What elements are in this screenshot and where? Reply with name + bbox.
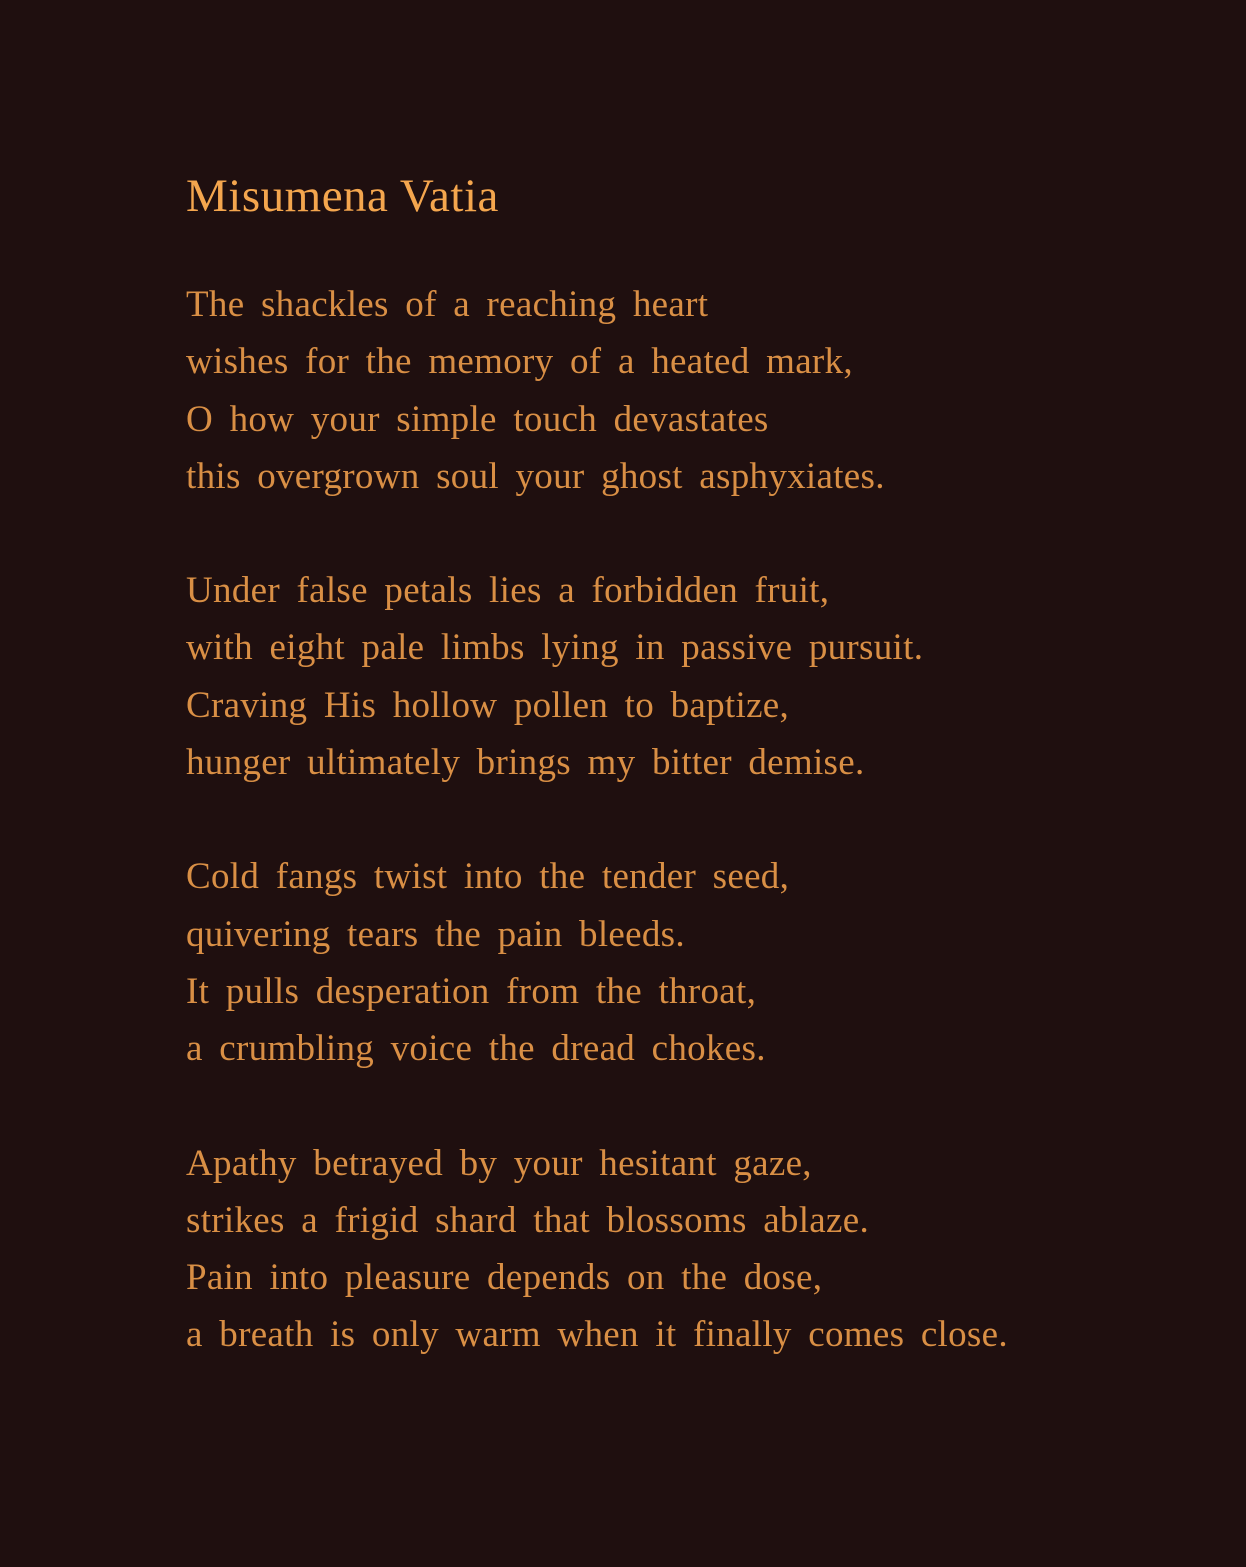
poem-line: Cold fangs twist into the tender seed, bbox=[186, 856, 790, 898]
poem-line: a crumbling voice the dread chokes. bbox=[186, 1028, 766, 1070]
stanza-2 bbox=[186, 562, 1186, 791]
poem-line: quivering tears the pain bleeds. bbox=[186, 913, 685, 955]
poem-line: wishes for the memory of a heated mark, bbox=[186, 341, 853, 383]
stanza-1 bbox=[186, 276, 1186, 505]
poem-line: strikes a frigid shard that blossoms ablaze. bbox=[186, 1199, 870, 1241]
poem-line: Pain into pleasure depends on the dose, bbox=[186, 1257, 823, 1299]
poem-line: this overgrown soul your ghost asphyxiates. bbox=[186, 455, 885, 497]
poem-line: The shackles of a reaching heart bbox=[186, 284, 709, 325]
poem-line: hunger ultimately brings my bitter demise. bbox=[186, 742, 865, 784]
poem-title: Misumena Vatia bbox=[186, 170, 499, 222]
stanza-4 bbox=[186, 1135, 1186, 1364]
poem-line: a breath is only warm when it finally comes close. bbox=[186, 1314, 1008, 1356]
poem-line: O how your simple touch devastates bbox=[186, 398, 769, 440]
poem-line: Craving His hollow pollen to baptize, bbox=[186, 684, 790, 726]
stanza-3 bbox=[186, 848, 1186, 1077]
poem-line: Under false petals lies a forbidden fruit, bbox=[186, 570, 830, 612]
poem-line: with eight pale limbs lying in passive pursuit. bbox=[186, 627, 924, 669]
poem bbox=[186, 168, 1186, 1421]
poem-line: Apathy betrayed by your hesitant gaze, bbox=[186, 1142, 812, 1184]
poem-line: It pulls desperation from the throat, bbox=[186, 970, 757, 1012]
